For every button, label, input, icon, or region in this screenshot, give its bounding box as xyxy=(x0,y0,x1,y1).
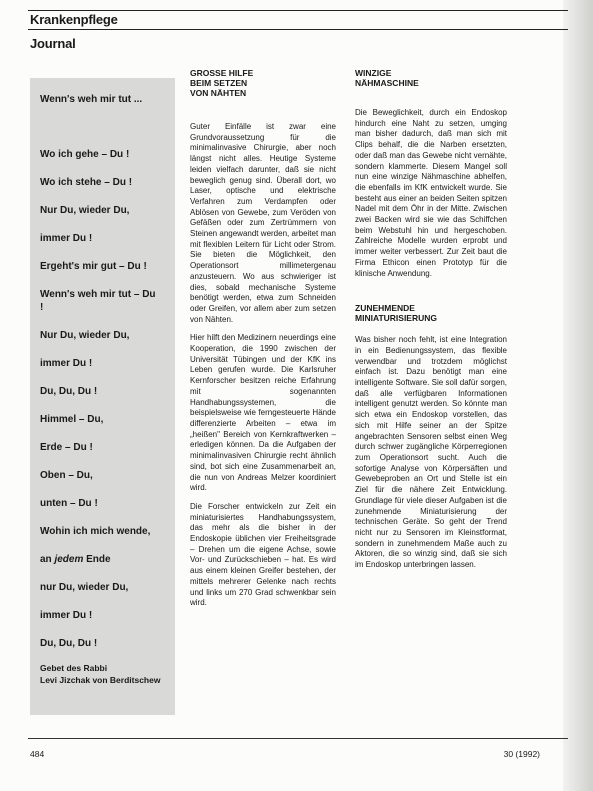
poem-line: Wenn's weh mir tut – Du ! xyxy=(40,289,156,313)
paragraph: Was bisher noch fehlt, ist eine Integration in ein Bedienungssystem, das flexible verwendbar und trotzdem möglichst einfach ist. Dazu benötigt man eine intelligente Software. Sie soll dafür sorgen, daß alle verfügbaren Informationen intelligent genutzt werden. So könnte man sich etwa ein Endoskop vorstellen, das sich mit Hilfe seiner an der Spitze angebrachten Sensoren selbst einen Weg durch schwer zugängliche Körperregionen zum Operationsort sucht. Auch die sofortige Analyse von Körpersäften und Gewebeproben an Ort und Stelle ist ein Ziel für die nähere Zeit Entwicklung. Grundlage für viele dieser Aufgaben ist die zunehmende Miniaturisierung der technischen Geräte. So geht der Trend nicht nur zu Sensoren im Kleinstformat, sondern in zunehmendem Maße auch zu Aktoren, die so winzig sind, daß sie sich im Endoskop unterbringen lassen. xyxy=(355,335,507,570)
poem-line: an jedem Ende xyxy=(40,554,111,565)
section-title: Krankenpflege xyxy=(30,12,118,27)
poem-line: Wohin ich mich wende, xyxy=(40,526,151,537)
column-heading xyxy=(355,303,507,323)
heading-line: BEIM SETZEN xyxy=(190,78,248,88)
poem-attribution xyxy=(40,662,175,686)
article-column-2 xyxy=(355,68,507,579)
poem-line: Wo ich gehe – Du ! xyxy=(40,149,130,160)
column-heading xyxy=(355,68,507,88)
header-rule-2 xyxy=(28,29,568,30)
poem-line: immer Du ! xyxy=(40,358,93,369)
poem-line: immer Du ! xyxy=(40,610,93,621)
heading-line: NÄHMASCHINE xyxy=(355,78,419,88)
poem-line: Ergeht's mir gut – Du ! xyxy=(40,261,147,272)
heading-line: VON NÄHTEN xyxy=(190,88,247,98)
poem-line: unten – Du ! xyxy=(40,498,98,509)
attribution-line: Gebet des Rabbi xyxy=(40,663,108,673)
poem-line: Nur Du, wieder Du, xyxy=(40,205,130,216)
subsection-title: Journal xyxy=(30,36,76,51)
poem-line: nur Du, wieder Du, xyxy=(40,582,129,593)
poem-line: Wenn's weh mir tut ... xyxy=(40,94,143,105)
attribution-line: Levi Jizchak von Berditschew xyxy=(40,675,161,685)
poem-line: Erde – Du ! xyxy=(40,442,93,453)
heading-line: MINIATURISIERUNG xyxy=(355,313,438,324)
page-footer xyxy=(30,738,560,759)
poem-line: immer Du ! xyxy=(40,233,93,244)
footer-rule xyxy=(28,738,568,739)
poem-line: Du, Du, Du ! xyxy=(40,638,98,649)
poem-line: Himmel – Du, xyxy=(40,414,104,425)
paragraph: Die Beweglichkeit, durch ein Endoskop hindurch eine Naht zu setzen, umging man bisher dadurch, daß man sich mit Clips behalf, die die Narben ersetzten, oder daß man das Gewebe nicht vernähte, sondern klammerte. Diesem Mangel soll nun eine winzige Nähmaschine abhelfen, die ebenfalls im KfK entwickelt wurde. Sie besteht aus einer an beiden Seiten spitzen Nadel mit dem Öhr in der Mitte. Zwischen zwei Backen wird sie wie das Schiffchen beim Webstuhl hin und hergeschoben. Zahlreiche Modelle wurden erprobt und immer weiter verbessert. Zur Zeit baut die Firma Ethicon einen Prototyp für die klinische Anwendung. xyxy=(355,108,507,278)
poem-line: Nur Du, wieder Du, xyxy=(40,330,130,341)
heading-line: ZUNEHMENDE xyxy=(355,303,415,314)
paragraph: Guter Einfälle ist zwar eine Grundvoraussetzung für die minimalinvasive Chirurgie, aber noch längst nicht alles. Heutige Systeme leiden vielfach darunter, daß sie nicht beweglich genug sind. Überall dort, wo Laser, optische und elektrische Verfahren zum Verdampfen oder Ablösen von Gewebe, zum Veröden von Gefäßen oder zum Zertrümmern von Steinen angewandt werden, arbeitet man mit flexiblen Leitern für Licht oder Strom. Sie bieten die Möglichkeit, den Operationsort millimetergenau anzusteuern. Wo aus schwieriger ist dies, sobald mechanische Systeme benötigt werden, etwa zum Schneiden oder Greifen, vor allem aber zum setzen von Nähten. xyxy=(190,122,336,324)
column-heading xyxy=(190,68,336,98)
paragraph: Die Forscher entwickeln zur Zeit ein miniaturisiertes Handhabungssystem, das mehr als die bisher in der Endoskopie üblichen vier Freiheitsgrade – Drehen um die eigene Achse, sowie Vor- und Zurückschieben – hat. Es wird aus einem kleinen Greifer bestehen, der mittels mehrerer Gelenke nach rechts und links um 270 Grad schwenkbar sein wird. xyxy=(190,501,336,608)
page-gutter-shadow xyxy=(563,0,593,791)
page-number: 484 xyxy=(30,749,45,759)
issue-number: 30 (1992) xyxy=(503,749,540,759)
poem-line: Du, Du, Du ! xyxy=(40,386,98,397)
heading-line: GROSSE HILFE xyxy=(190,68,254,78)
poem xyxy=(40,93,170,665)
poem-line: Oben – Du, xyxy=(40,470,93,481)
paragraph: Hier hilft den Medizinern neuerdings eine Kooperation, die 1990 zwischen der Universität Tübingen und der KfK ins Leben gerufen wurde. Die Karlsruher Kernforscher besitzen reiche Erfahrung mit sogenannten Handhabungssystemen, die beispielsweise wie ferngesteuerte Hände differenzierte Arbeiten – etwa im „heißen" Bereich von Kernkraftwerken – erledigen können. Da die Aufgaben der minimalinvasiven Chirurgie recht ähnlich sind, bot sich eine Zusammenarbeit an, die nun von Andreas Melzer koordiniert wird. xyxy=(190,333,336,493)
heading-line: WINZIGE xyxy=(355,68,392,78)
page-header xyxy=(30,10,560,53)
article-column-1 xyxy=(190,68,336,617)
poem-line: Wo ich stehe – Du ! xyxy=(40,177,133,188)
